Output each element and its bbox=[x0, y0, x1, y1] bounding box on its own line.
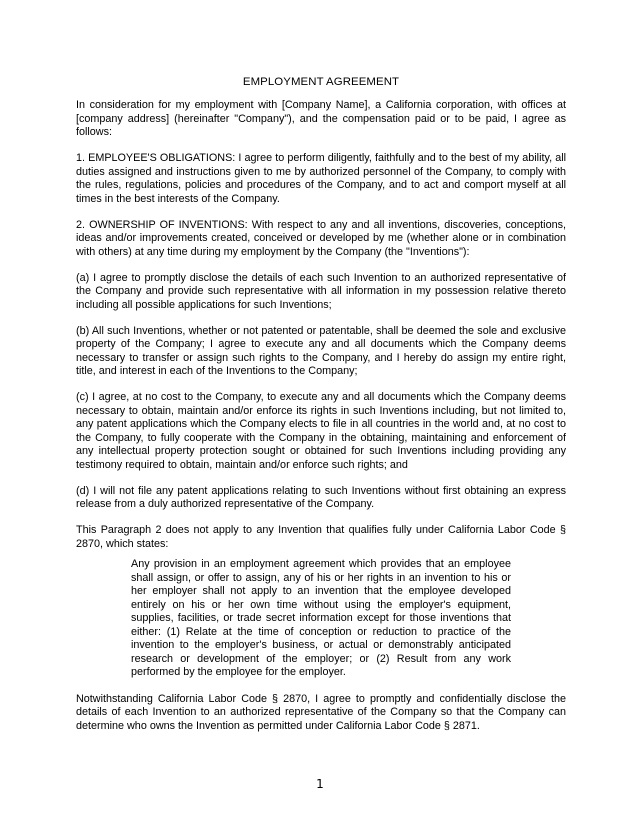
document-body bbox=[76, 76, 566, 746]
clause-c-paragraph: (c) I agree, at no cost to the Company, to execute any and all documents which the Company deems necessary to obtain, maintain and/or enforce its rights in such Inventions including, but not limited to, any patent applications which the Company elects to file in all countries in the world and, at no cost to the Company, to fully cooperate with the Company in the obtaining, maintaining and enforcement of any intellectual property protection sought or obtained for such Inventions including providing any testimony required to obtain, maintain and/or enforce such rights; and bbox=[76, 391, 566, 471]
clause-b-paragraph: (b) All such Inventions, whether or not patented or patentable, shall be deemed the sole and exclusive property of the Company; I agree to execute any and all documents which the Company deems necessary to transfer or assign such rights to the Company, and I hereby do assign my entire right, title, and interest in each of the Inventions to the Company; bbox=[76, 324, 566, 377]
clause-d-paragraph: (d) I will not file any patent applications relating to such Inventions without first obtaining an express release from a duly authorized representative of the Company. bbox=[76, 484, 566, 510]
clause-a-paragraph: (a) I agree to promptly disclose the details of each such Invention to an authorized representative of the Company and provide such representative with all information in my possession relative thereto including all possible applications for such Inventions; bbox=[76, 271, 566, 311]
document-title: EMPLOYMENT AGREEMENT bbox=[242, 76, 400, 88]
intro-paragraph: In consideration for my employment with [Company Name], a California corporation, with offices at [company address] (hereinafter "Company"), and the compensation paid or to be paid, I agree as follows: bbox=[76, 99, 566, 138]
employee-obligations-paragraph: 1. EMPLOYEE'S OBLIGATIONS: I agree to perform diligently, faithfully and to the best of my ability, all duties assigned and instructions given to me by authorized personnel of the Company, to comply with the rules, regulations, policies and procedures of the Company, and to act and comport myself at all times in the best interests of the Company. bbox=[76, 152, 566, 205]
closing-paragraph: Notwithstanding California Labor Code § 2870, I agree to promptly and confidentially disclose the details of each Invention to an authorized representative of the Company so that the Company can determine who owns the Invention as permitted under California Labor Code § 2871. bbox=[76, 692, 566, 732]
page-number: 1 bbox=[316, 777, 324, 791]
labor-code-intro-paragraph: This Paragraph 2 does not apply to any Invention that qualifies fully under California Labor Code § 2870, which states: bbox=[76, 524, 566, 550]
labor-code-quote: Any provision in an employment agreement which provides that an employee shall assign, or offer to assign, any of his or her rights in an invention to his or her employer shall not apply to an invention that the employee developed entirely on his or her own time without using the employer's equipment, supplies, facilities, or trade secret information except for those inventions that either: (1) Relate at the time of conception or reduction to practice of the invention to the employer's business, or actual or demonstrably anticipated research or development of the employer; or (2) Result from any work performed by the employee for the employer. bbox=[131, 558, 511, 678]
ownership-of-inventions-paragraph: 2. OWNERSHIP OF INVENTIONS: With respect to any and all inventions, discoveries, conceptions, ideas and/or improvements created, conceived or developed by me (whether alone or in combination with others) at any time during my employment by the Company (the "Inventions"): bbox=[76, 218, 566, 258]
